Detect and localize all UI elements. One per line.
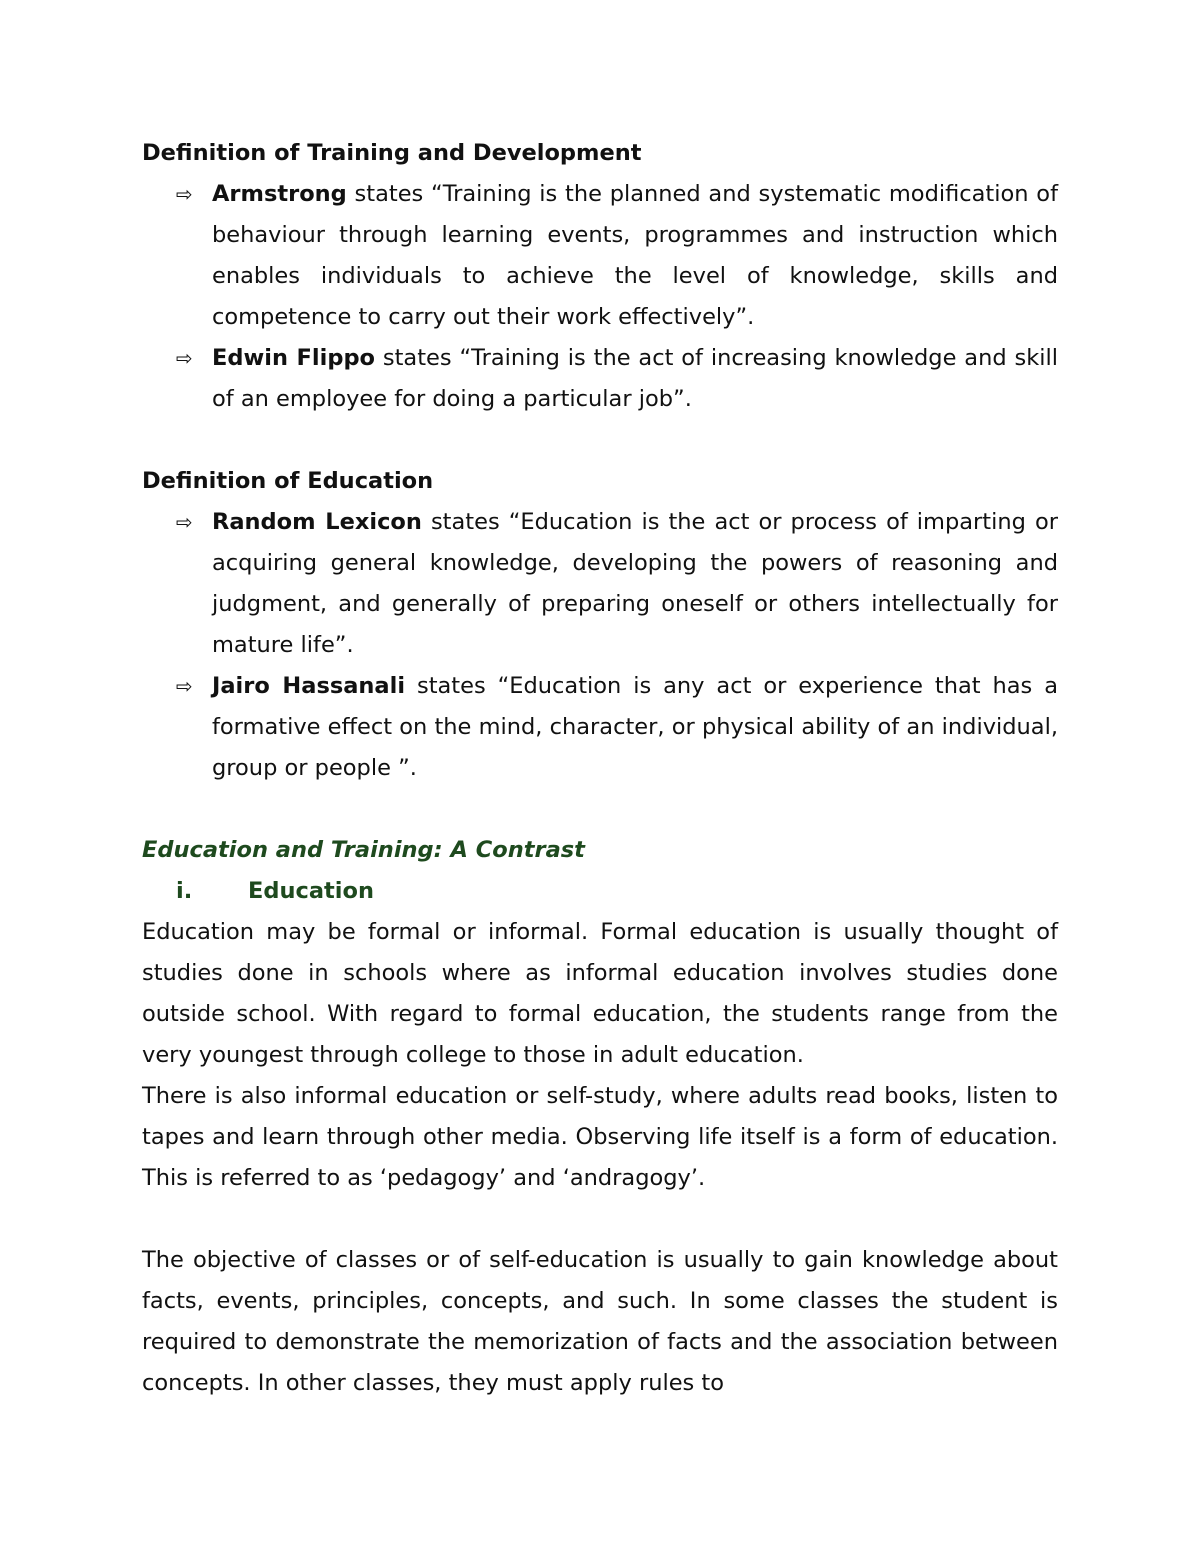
list-item (142, 338, 1058, 420)
sub-heading-education (142, 871, 1058, 912)
paragraph: Education may be formal or informal. Formal education is usually thought of studies done in schools where as informal education involves studies done outside school. With regard to formal education, the students range from the very youngest through college to those in adult education. (142, 919, 1058, 1068)
section-heading-training-development: Definition of Training and Development (142, 140, 642, 166)
list-item (142, 502, 1058, 666)
list-item (142, 666, 1058, 789)
definition-text: states “Education is the act or process of imparting or acquiring general knowledge, developing the powers of reasoning and judgment, and generally of preparing oneself or others intellectually for mature life”. (212, 509, 1058, 658)
roman-numeral: i. (176, 878, 193, 904)
definition-text: states “Education is any act or experience that has a formative effect on the mind, character, or physical ability of an individual, group or people ”. (212, 673, 1058, 781)
definition-text: states “Training is the act of increasing knowledge and skill of an employee for doing a particular job”. (212, 345, 1058, 412)
list-item (142, 174, 1058, 338)
section-heading-contrast: Education and Training: A Contrast (142, 837, 585, 863)
definition-text: states “Training is the planned and systematic modification of behaviour through learning events, programmes and instruction which enables individuals to achieve the level of knowledge, skills and competence to carry out their work effectively”. (212, 181, 1058, 330)
author-name: Jairo Hassanali (212, 673, 406, 699)
author-name: Armstrong (212, 181, 347, 207)
author-name: Edwin Flippo (212, 345, 376, 371)
author-name: Random Lexicon (212, 509, 422, 535)
sub-heading-label: Education (248, 878, 374, 904)
paragraph: The objective of classes or of self-education is usually to gain knowledge about facts, events, principles, concepts, and such. In some classes the student is required to demonstrate the memorization of facts and the association between concepts. In other classes, they must apply rules to (142, 1247, 1058, 1396)
training-definitions-list (142, 174, 1058, 420)
spacer (142, 1199, 1058, 1240)
spacer (142, 789, 1058, 830)
arrow-right-icon: ⇨ (176, 182, 193, 206)
spacer (142, 420, 1058, 461)
arrow-right-icon: ⇨ (176, 346, 193, 370)
arrow-right-icon: ⇨ (176, 674, 193, 698)
section-heading-education: Definition of Education (142, 468, 434, 494)
paragraph: There is also informal education or self-study, where adults read books, listen to tapes and learn through other media. Observing life itself is a form of education. This is referred to as ‘pedagogy’ and ‘andragogy’. (142, 1083, 1058, 1191)
document-page (142, 133, 1058, 1404)
arrow-right-icon: ⇨ (176, 510, 193, 534)
education-definitions-list (142, 502, 1058, 789)
